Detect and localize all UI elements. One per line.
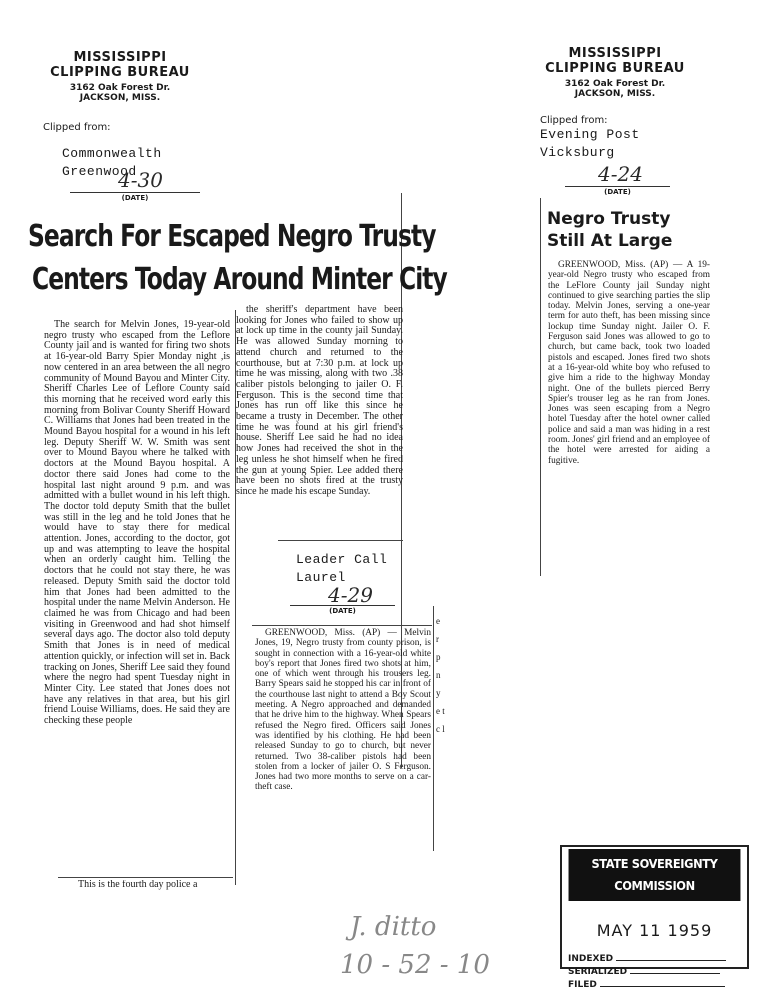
right-clipped-from: Clipped from:	[540, 115, 608, 126]
leader-call-date-caption: (DATE)	[329, 607, 356, 615]
left-bureau-header	[40, 50, 200, 103]
stamp-indexed: INDEXED	[568, 954, 614, 964]
left-bureau-name-2: CLIPPING BUREAU	[50, 65, 190, 80]
main-column-2-bottom-rule	[278, 540, 403, 541]
leader-call-source-city: Laurel	[296, 570, 346, 585]
left-source-name: Commonwealth	[62, 146, 162, 161]
stamp-lines	[568, 952, 747, 991]
left-bureau-name-1: MISSISSIPPI	[73, 50, 167, 65]
leader-call-body-text: GREENWOOD, Miss. (AP) — Melvin Jones, 19, Negro trusty from county prison, is sought in connection with a 16-year-old white boy's report that Jones fired two shots at him, one of which went through his trousers leg. Barry Spears said he stopped his car in front of the courthouse last night to attend a Boy Scout meeting. A Negro approached and demanded that he drive him to the highway. When Spears refused the Negro fired. Officers said Jones was identified by his clothing. He had been released Sunday to go to church, but never returned. Two 38-caliber pistols had been stolen from a locker of jailer O. S Ferguson. Jones had two more months to serve on a car-theft case.	[255, 628, 431, 793]
right-bureau-address-2: JACKSON, MISS.	[574, 89, 656, 99]
right-date-handwritten: 4-24	[598, 162, 643, 186]
stamp-indexed-line	[616, 952, 726, 961]
right-bureau-header	[535, 46, 695, 99]
main-column-1-text: The search for Melvin Jones, 19-year-old negro trusty who escaped from the Leflore County jail and is wanted for firing two shots at 16-year-old Barry Spier Monday night ,is now centered in an area between the all negro community of Mound Bayou and Minter City. Sheriff Charles Lee of Leflore County said this morning that he received word early this morning from Bolivar County Sheriff Howard C. Williams that Jones had been treated in the Mound Bayou hospital for a wound in his left leg. Deputy Sheriff W. W. Smith was sent over to Mound Bayou where he talked with doctors at the Mound Bayou hospital. A doctor there said Jones had come to the hospital last night around 9 p.m. and was admitted with a bullet wound in his left thigh. The doctor told deputy Smith that the bullet was still in the leg and he told Jones that he would have to stay there for medical attention. Jones, according to the doctor, got up and was attempting to leave the hospital when an orderly caught him. Telling the doctors that he could not stay there, he was released. Deputy Smith said the doctor told him that Jones had been admitted to the hospital under the name Melvin Anderson. He claimed he was from Chicago and had been visiting in Greenwood and had shot himself several days ago. The doctor also told deputy Smith that Jones is in need of medical attention quickly, or infection will set in. Back tracking on Jones, Sheriff Lee said they found where the negro had spent Tuesday night in Minter City. Lee stated that Jones does not have any relatives in that area, but his girl friend Louise Williams, does. He said they are checking these people	[44, 320, 230, 727]
right-bureau-name-1: MISSISSIPPI	[568, 46, 662, 61]
main-article-column-1	[44, 320, 230, 876]
main-column-1-continued: This is the fourth day police a	[78, 880, 198, 890]
stamp-filed: FILED	[568, 980, 597, 990]
left-bureau-address-2: JACKSON, MISS.	[79, 93, 161, 103]
leader-call-top-rule	[252, 625, 432, 626]
bottom-handwriting-2: 10 - 52 - 10	[340, 950, 490, 980]
right-source-city: Vicksburg	[540, 145, 615, 160]
stamp-serialized: SERIALIZED	[568, 967, 628, 977]
stamp-title: STATE SOVEREIGNTY COMMISSION	[569, 849, 741, 901]
left-clipped-from: Clipped from:	[43, 122, 111, 133]
stamp-serialized-line	[630, 965, 720, 974]
evening-post-body-text: GREENWOOD, Miss. (AP) — A 19-year-old Negro trusty who escaped from the LeFlore County jail Sunday night continued to give searching parties the slip today. Melvin Jones, serving a one-year term for auto theft, has been missing since lockup time Sunday night. Jailer O. F. Ferguson said Jones was allowed to go to church, but came back, took two loaded pistols and escaped. Jones fired two shots at a 16-year-old white boy who refused to give him a ride to the highway Monday night. One of the bullets pierced Berry Spier's trouser leg as he ran from Jones. Jones was seen escaping from a Negro hotel Tuesday after the hotel owner called police and said a man was hiding in a rest room. Jones' girl friend and an employee of the hotel were arrested for aiding a fugitive.	[548, 260, 710, 466]
right-bureau-address-1: 3162 Oak Forest Dr.	[564, 79, 666, 89]
leader-call-margin-letters: e r p n y e t c l	[436, 616, 445, 734]
leader-call-source	[296, 551, 387, 587]
right-bureau-name-2: CLIPPING BUREAU	[545, 61, 685, 76]
leader-call-source-name: Leader Call	[296, 552, 388, 567]
left-date-caption: (DATE)	[121, 194, 149, 202]
leader-call-body	[255, 628, 431, 874]
left-date-handwritten: 4-30	[118, 168, 163, 192]
left-date-line	[70, 192, 200, 193]
evening-post-body	[548, 260, 710, 578]
stamp-filed-line	[600, 978, 725, 987]
evening-post-border-left	[540, 198, 541, 576]
sovereignty-commission-stamp	[560, 845, 749, 990]
evening-post-headline: Negro Trusty Still At Large	[547, 209, 673, 251]
left-source-city: Greenwood	[62, 164, 137, 179]
main-article-column-2	[236, 305, 403, 537]
main-headline-1: Search For Escaped Negro Trusty	[28, 219, 436, 254]
right-date-line	[565, 186, 670, 187]
stamp-date: MAY 11 1959	[596, 921, 713, 940]
right-source-name: Evening Post	[540, 127, 640, 142]
left-bureau-address-1: 3162 Oak Forest Dr.	[69, 83, 171, 93]
right-date-caption: (DATE)	[604, 188, 631, 196]
leader-call-date-handwritten: 4-29	[328, 583, 373, 607]
bottom-handwriting-1: J. ditto	[350, 912, 437, 942]
main-headline-2: Centers Today Around Minter City	[32, 262, 447, 297]
main-column-1-bottom-rule	[58, 877, 233, 878]
right-source	[540, 126, 640, 162]
leader-call-right-border	[433, 606, 434, 851]
leader-call-date-line	[290, 605, 395, 606]
main-column-2-text: the sheriff's department have been looking for Jones who failed to show up at lock up time in the county jail Sunday. He was allowed Sunday morning to attend church and returned to the courthouse, but at 7:30 p.m. at lock up time he was missing, along with two .38 caliber pistols belonging to jailer O. F. Ferguson. This is the second time that Jones has run off like this since he became a trusty in December. The other time he was found at his girl friend's house. Sheriff Lee said he had no idea how Jones had received the shot in the leg unless he shot himself when he fired the gun at young Spier. Lee added there have been no shots fired at the trusty since he made his escape Sunday.	[236, 305, 403, 497]
